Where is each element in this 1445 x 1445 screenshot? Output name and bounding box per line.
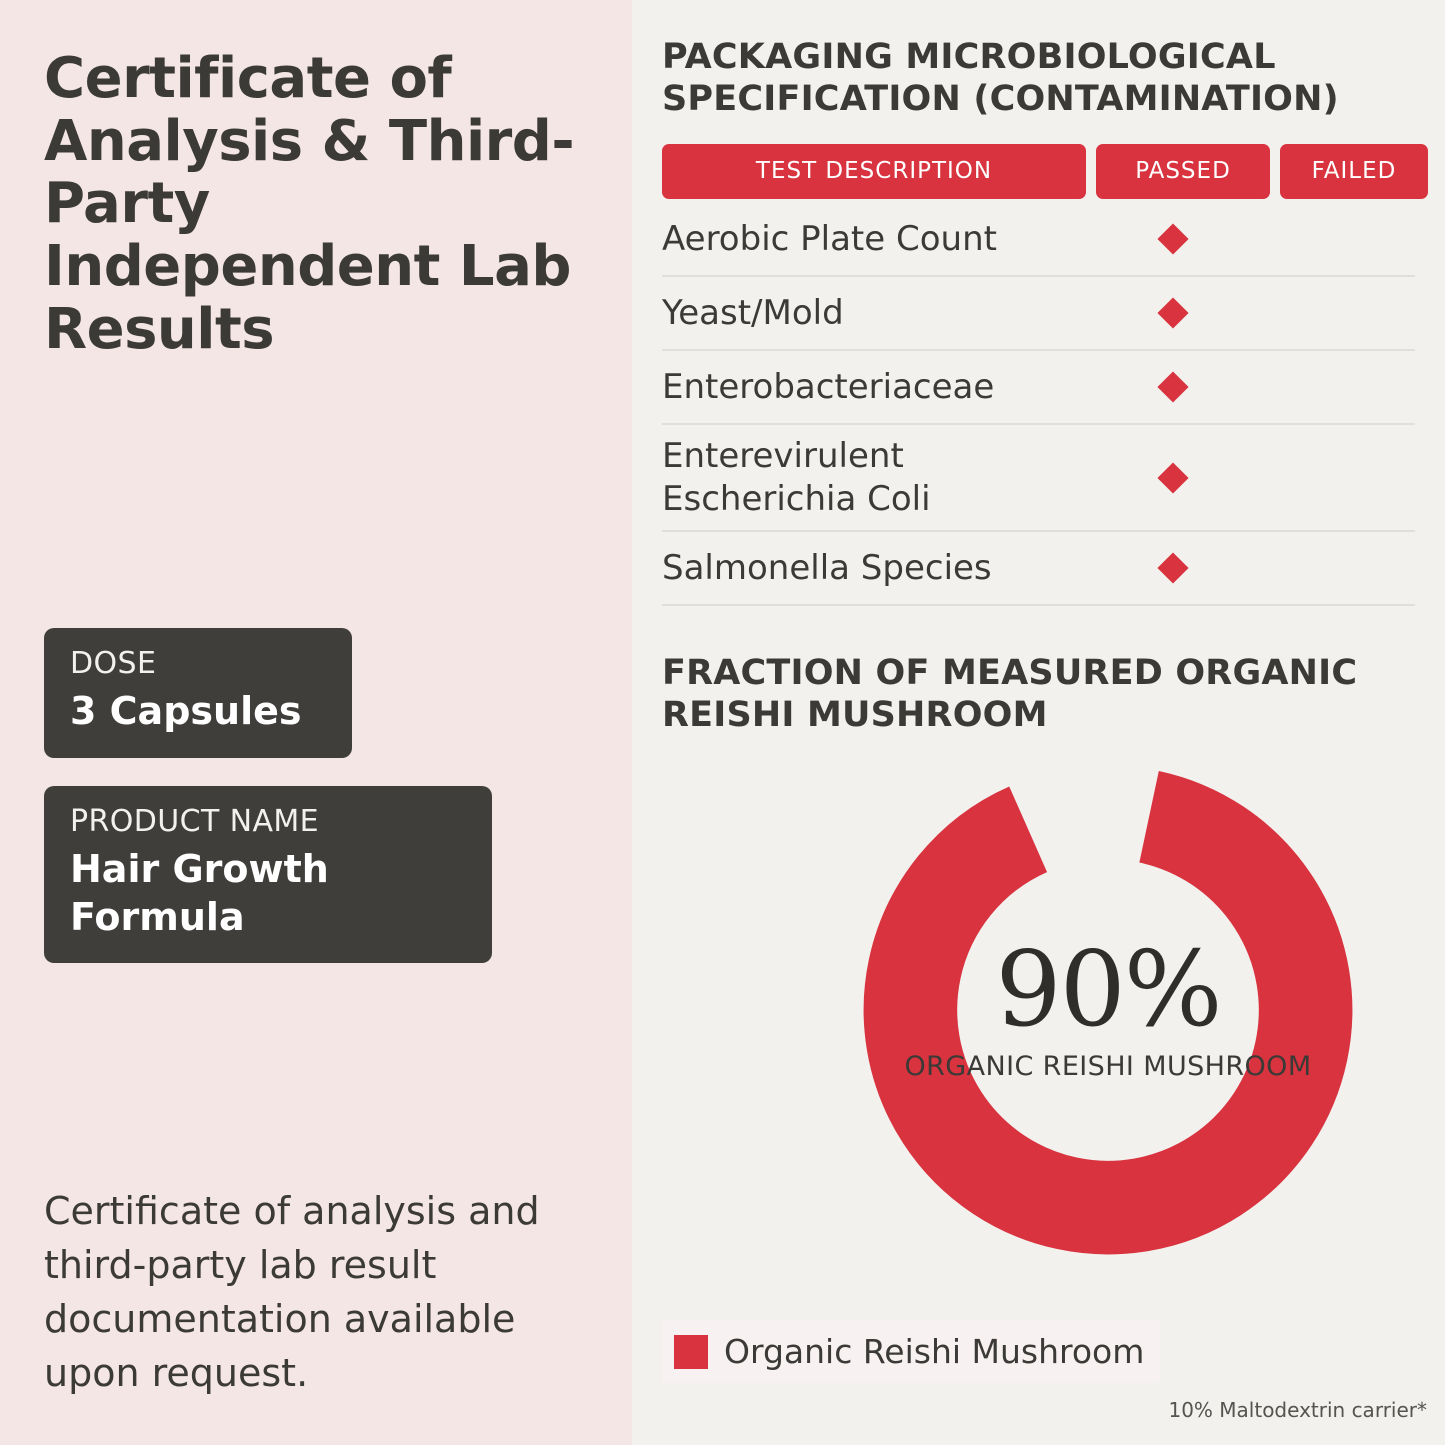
test-name: Yeast/Mold [662, 292, 844, 333]
diamond-icon [1157, 462, 1188, 493]
table-row [662, 425, 1415, 532]
product-name-label: PRODUCT NAME [70, 804, 320, 839]
right-panel [632, 0, 1445, 1445]
table-row [662, 532, 1415, 606]
dose-value: 3 Capsules [70, 689, 302, 733]
dose-badge [44, 628, 352, 758]
fraction-heading: FRACTION OF MEASURED ORGANIC REISHI MUSHROOM [662, 653, 1358, 735]
passed-cell [1086, 376, 1260, 398]
chart-legend [662, 1320, 1160, 1383]
column-header-description: TEST DESCRIPTION [662, 144, 1086, 199]
donut-percent: 90% [995, 927, 1221, 1050]
diamond-icon [1157, 297, 1188, 328]
donut-center-label [848, 750, 1368, 1270]
diamond-icon [1157, 552, 1188, 583]
passed-cell [1086, 302, 1260, 324]
dose-label: DOSE [70, 646, 157, 681]
test-name: Enterevirulent Escherichia Coli [662, 436, 931, 519]
passed-cell [1086, 557, 1260, 579]
legend-label: Organic Reishi Mushroom [724, 1332, 1145, 1371]
product-name-badge [44, 786, 492, 963]
page-title: Certificate of Analysis & Third-Party Independent Lab Results [44, 46, 575, 362]
table-row [662, 351, 1415, 425]
left-panel [0, 0, 632, 1445]
passed-cell [1086, 228, 1260, 250]
passed-cell [1086, 467, 1260, 489]
legend-swatch-icon [674, 1335, 708, 1369]
column-header-failed: FAILED [1280, 144, 1428, 199]
test-results-table [662, 203, 1415, 606]
spec-heading: PACKAGING MICROBIOLOGICAL SPECIFICATION (CONTAMINATION) [662, 37, 1339, 119]
test-name: Enterobacteriaceae [662, 366, 995, 407]
test-name: Aerobic Plate Count [662, 218, 997, 259]
column-header-passed: PASSED [1096, 144, 1270, 199]
test-name: Salmonella Species [662, 547, 992, 588]
availability-note: Certificate of analysis and third-party lab result documentation available upon request. [44, 1189, 540, 1395]
footnote: 10% Maltodextrin carrier* [1168, 1398, 1427, 1422]
donut-sublabel: ORGANIC REISHI MUSHROOM [904, 1050, 1312, 1082]
diamond-icon [1157, 223, 1188, 254]
table-row [662, 203, 1415, 277]
product-name-value: Hair Growth Formula [70, 847, 329, 939]
table-row [662, 277, 1415, 351]
donut-chart [662, 740, 1445, 1300]
table-header-row [662, 144, 1415, 199]
diamond-icon [1157, 371, 1188, 402]
